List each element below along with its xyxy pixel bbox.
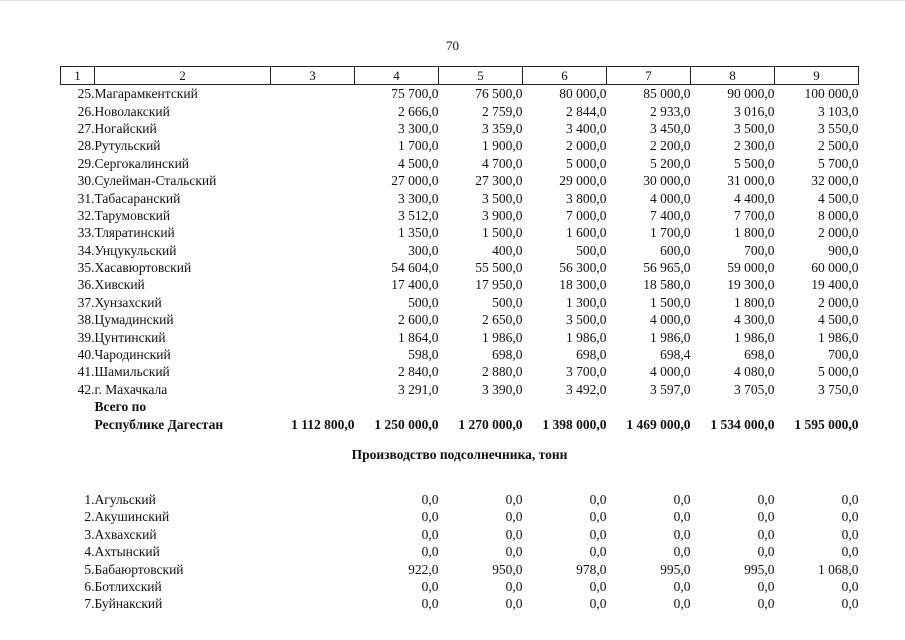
value-col-5: 0,0: [505, 596, 523, 612]
value-col-7: 0,0: [673, 596, 691, 612]
row-index: 41.: [77, 364, 95, 380]
row-index: 40.: [77, 347, 95, 363]
value-col-7: 56 965,0: [643, 260, 691, 276]
district-name: Хасавюртовский: [94, 260, 192, 276]
total-label-line1: Всего по: [94, 399, 147, 415]
value-col-5: 500,0: [492, 294, 523, 310]
row-index: 7.: [84, 596, 95, 612]
value-col-4: 0,0: [421, 509, 439, 525]
section-title: Производство подсолнечника, тонн: [351, 446, 568, 462]
district-name: Ахтынский: [94, 544, 160, 560]
district-name: Магарамкентский: [94, 86, 198, 102]
value-col-4: 1 350,0: [398, 225, 439, 241]
value-col-5: 950,0: [492, 561, 523, 577]
row-index: 36.: [77, 277, 95, 293]
district-name: Сулейман-Стальский: [94, 173, 217, 189]
district-name: Акушинский: [94, 509, 170, 525]
table-row: [61, 508, 859, 525]
value-col-7: 2 200,0: [650, 138, 691, 154]
col-header-7: 7: [607, 67, 691, 85]
table-row: [61, 120, 859, 137]
col-header-4: 4: [355, 67, 439, 85]
value-col-6: 80 000,0: [559, 86, 607, 102]
value-col-4: 4 500,0: [398, 155, 439, 171]
value-col-8: 995,0: [744, 561, 775, 577]
value-col-9: 60 000,0: [811, 260, 859, 276]
value-col-9: 700,0: [828, 347, 859, 363]
value-col-3: [271, 294, 355, 311]
table-row: [61, 346, 859, 363]
value-col-5: 1 900,0: [482, 138, 523, 154]
value-col-8: 7 700,0: [734, 207, 775, 223]
value-col-6: 1 986,0: [566, 329, 607, 345]
value-col-7: 85 000,0: [643, 86, 691, 102]
value-col-3: [271, 85, 355, 103]
table-row: [61, 207, 859, 224]
total-row: [61, 415, 859, 432]
value-col-5: 55 500,0: [475, 260, 523, 276]
row-index: 3.: [84, 526, 95, 542]
value-col-3: [271, 224, 355, 241]
value-col-5: 2 880,0: [482, 364, 523, 380]
col-header-3: 3: [271, 67, 355, 85]
value-col-5: 3 500,0: [482, 190, 523, 206]
value-col-8: 31 000,0: [727, 173, 775, 189]
value-col-4: 922,0: [408, 561, 439, 577]
value-col-9: 5 700,0: [818, 155, 859, 171]
district-name: Ахвахский: [94, 526, 157, 542]
value-col-8: 2 300,0: [734, 138, 775, 154]
value-col-9: 2 000,0: [818, 294, 859, 310]
value-col-5: 0,0: [505, 509, 523, 525]
value-col-3: [271, 328, 355, 345]
total-value-4: 1 250 000,0: [374, 416, 439, 432]
value-col-4: 0,0: [421, 526, 439, 542]
value-col-4: 1 864,0: [398, 329, 439, 345]
district-name: Цунтинский: [94, 329, 166, 345]
value-col-3: [271, 543, 355, 560]
district-name: Ногайский: [94, 120, 157, 136]
row-index: 33.: [77, 225, 95, 241]
value-col-6: 3 500,0: [566, 312, 607, 328]
district-rows-top: [61, 85, 859, 399]
row-index: 37.: [77, 294, 95, 310]
value-col-7: 3 597,0: [650, 381, 691, 397]
value-col-9: 8 000,0: [818, 207, 859, 223]
total-row-line1: [61, 398, 859, 415]
total-value-3: 1 112 800,0: [291, 416, 355, 432]
table-row: [61, 189, 859, 206]
value-col-3: [271, 491, 355, 508]
value-col-8: 1 800,0: [734, 225, 775, 241]
row-index: 29.: [77, 155, 95, 171]
value-col-8: 698,0: [744, 347, 775, 363]
district-name: Хунзахский: [94, 294, 162, 310]
district-name: Новолакский: [94, 103, 170, 119]
value-col-8: 0,0: [757, 509, 775, 525]
table-row: [61, 363, 859, 380]
value-col-4: 3 300,0: [398, 120, 439, 136]
value-col-9: 0,0: [841, 578, 859, 594]
table-row: [61, 595, 859, 612]
table-row: [61, 276, 859, 293]
value-col-3: [271, 346, 355, 363]
value-col-8: 3 705,0: [734, 381, 775, 397]
value-col-5: 0,0: [505, 492, 523, 507]
value-col-4: 2 600,0: [398, 312, 439, 328]
value-col-3: [271, 526, 355, 543]
value-col-9: 2 000,0: [818, 225, 859, 241]
value-col-6: 500,0: [576, 242, 607, 258]
row-index: 5.: [84, 561, 95, 577]
table-row: [61, 259, 859, 276]
value-col-7: 0,0: [673, 544, 691, 560]
value-col-9: 3 750,0: [818, 381, 859, 397]
value-col-7: 1 700,0: [650, 225, 691, 241]
value-col-8: 0,0: [757, 596, 775, 612]
value-col-9: 3 103,0: [818, 103, 859, 119]
value-col-7: 18 580,0: [643, 277, 691, 293]
row-index: 30.: [77, 173, 95, 189]
value-col-3: [271, 363, 355, 380]
total-label-line2: Республике Дагестан: [94, 416, 224, 432]
value-col-3: [271, 259, 355, 276]
district-name: г. Махачкала: [94, 381, 168, 397]
value-col-4: 0,0: [421, 596, 439, 612]
row-index: 32.: [77, 207, 95, 223]
value-col-8: 19 300,0: [727, 277, 775, 293]
value-col-3: [271, 508, 355, 525]
value-col-7: 0,0: [673, 578, 691, 594]
value-col-4: 17 400,0: [391, 277, 439, 293]
value-col-4: 27 000,0: [391, 173, 439, 189]
district-name: Шамильский: [94, 364, 170, 380]
value-col-9: 3 550,0: [818, 120, 859, 136]
value-col-9: 0,0: [841, 544, 859, 560]
value-col-8: 5 500,0: [734, 155, 775, 171]
value-col-3: [271, 155, 355, 172]
value-col-6: 0,0: [589, 509, 607, 525]
value-col-9: 1 986,0: [818, 329, 859, 345]
value-col-8: 4 080,0: [734, 364, 775, 380]
district-name: Сергокалинский: [94, 155, 190, 171]
row-index: 35.: [77, 260, 95, 276]
column-number-header: [61, 67, 859, 85]
district-name: Чародинский: [94, 347, 171, 363]
value-col-7: 1 986,0: [650, 329, 691, 345]
col-header-5: 5: [439, 67, 523, 85]
value-col-8: 0,0: [757, 578, 775, 594]
value-col-5: 698,0: [492, 347, 523, 363]
value-col-7: 4 000,0: [650, 364, 691, 380]
value-col-9: 5 000,0: [818, 364, 859, 380]
table-row: [61, 491, 859, 508]
total-value-9: 1 595 000,0: [794, 416, 859, 432]
value-col-8: 3 500,0: [734, 120, 775, 136]
district-name: Буйнакский: [94, 596, 163, 612]
row-index: 2.: [84, 509, 95, 525]
value-col-7: 0,0: [673, 492, 691, 507]
table-row: [61, 543, 859, 560]
value-col-9: 2 500,0: [818, 138, 859, 154]
value-col-3: [271, 276, 355, 293]
value-col-7: 600,0: [660, 242, 691, 258]
table-row: [61, 172, 859, 189]
value-col-8: 1 986,0: [734, 329, 775, 345]
value-col-5: 1 986,0: [482, 329, 523, 345]
table-row: [61, 102, 859, 119]
value-col-4: 0,0: [421, 492, 439, 507]
value-col-4: 2 840,0: [398, 364, 439, 380]
value-col-5: 0,0: [505, 526, 523, 542]
district-rows-bottom: [61, 491, 859, 613]
district-name: Табасаранский: [94, 190, 181, 206]
value-col-7: 0,0: [673, 509, 691, 525]
value-col-9: 32 000,0: [811, 173, 859, 189]
value-col-6: 1 300,0: [566, 294, 607, 310]
value-col-8: 0,0: [757, 544, 775, 560]
col-header-2: 2: [95, 67, 271, 85]
col-header-8: 8: [691, 67, 775, 85]
value-col-7: 4 000,0: [650, 190, 691, 206]
table-row: [61, 578, 859, 595]
table-row: [61, 560, 859, 577]
value-col-6: 29 000,0: [559, 173, 607, 189]
value-col-8: 90 000,0: [727, 86, 775, 102]
value-col-5: 3 900,0: [482, 207, 523, 223]
value-col-3: [271, 207, 355, 224]
value-col-8: 700,0: [744, 242, 775, 258]
value-col-6: 0,0: [589, 492, 607, 507]
district-name: Унцукульский: [94, 242, 177, 258]
col-header-6: 6: [523, 67, 607, 85]
value-col-8: 0,0: [757, 526, 775, 542]
scan-edge-line: [0, 0, 905, 1]
table-row: [61, 311, 859, 328]
value-col-5: 4 700,0: [482, 155, 523, 171]
table-row: [61, 328, 859, 345]
section-title-row: [61, 433, 859, 477]
value-col-9: 0,0: [841, 596, 859, 612]
district-name: Хивский: [94, 277, 145, 293]
value-col-3: [271, 137, 355, 154]
table-row: [61, 242, 859, 259]
value-col-8: 0,0: [757, 492, 775, 507]
district-name: Бабаюртовский: [94, 561, 184, 577]
district-name: Агульский: [94, 492, 156, 507]
value-col-8: 59 000,0: [727, 260, 775, 276]
row-index: 34.: [77, 242, 95, 258]
value-col-6: 0,0: [589, 526, 607, 542]
value-col-6: 5 000,0: [566, 155, 607, 171]
value-col-7: 30 000,0: [643, 173, 691, 189]
value-col-9: 0,0: [841, 526, 859, 542]
value-col-9: 19 400,0: [811, 277, 859, 293]
value-col-8: 4 400,0: [734, 190, 775, 206]
table-row: [61, 85, 859, 103]
value-col-7: 698,4: [660, 347, 691, 363]
total-value-6: 1 398 000,0: [542, 416, 607, 432]
value-col-6: 0,0: [589, 544, 607, 560]
value-col-6: 3 700,0: [566, 364, 607, 380]
value-col-4: 300,0: [408, 242, 439, 258]
value-col-6: 1 600,0: [566, 225, 607, 241]
value-col-6: 0,0: [589, 596, 607, 612]
value-col-9: 100 000,0: [804, 86, 859, 102]
col-header-9: 9: [775, 67, 859, 85]
value-col-8: 1 800,0: [734, 294, 775, 310]
district-name: Ботлихский: [94, 578, 162, 594]
value-col-3: [271, 381, 355, 398]
value-col-5: 2 650,0: [482, 312, 523, 328]
value-col-6: 56 300,0: [559, 260, 607, 276]
table-row: [61, 155, 859, 172]
value-col-3: [271, 102, 355, 119]
value-col-4: 1 700,0: [398, 138, 439, 154]
value-col-7: 2 933,0: [650, 103, 691, 119]
table-row: [61, 137, 859, 154]
value-col-3: [271, 578, 355, 595]
row-index: 31.: [77, 190, 95, 206]
production-table: [60, 66, 859, 613]
col-header-1: 1: [61, 67, 95, 85]
value-col-5: 0,0: [505, 544, 523, 560]
value-col-5: 1 500,0: [482, 225, 523, 241]
value-col-4: 0,0: [421, 578, 439, 594]
value-col-5: 76 500,0: [475, 86, 523, 102]
row-index: 39.: [77, 329, 95, 345]
total-value-8: 1 534 000,0: [710, 416, 775, 432]
value-col-6: 2 844,0: [566, 103, 607, 119]
value-col-4: 54 604,0: [391, 260, 439, 276]
table-row: [61, 224, 859, 241]
row-index: 27.: [77, 120, 95, 136]
district-name: Тарумовский: [94, 207, 171, 223]
value-col-4: 3 512,0: [398, 207, 439, 223]
value-col-7: 5 200,0: [650, 155, 691, 171]
table-row: [61, 294, 859, 311]
value-col-7: 1 500,0: [650, 294, 691, 310]
value-col-5: 0,0: [505, 578, 523, 594]
value-col-3: [271, 120, 355, 137]
value-col-4: 0,0: [421, 544, 439, 560]
value-col-4: 3 300,0: [398, 190, 439, 206]
value-col-3: [271, 595, 355, 612]
row-index: 25.: [77, 86, 95, 102]
value-col-6: 698,0: [576, 347, 607, 363]
value-col-6: 978,0: [576, 561, 607, 577]
value-col-5: 17 950,0: [475, 277, 523, 293]
table-row: [61, 381, 859, 398]
value-col-9: 900,0: [828, 242, 859, 258]
value-col-7: 0,0: [673, 526, 691, 542]
value-col-7: 7 400,0: [650, 207, 691, 223]
value-col-7: 995,0: [660, 561, 691, 577]
value-col-6: 0,0: [589, 578, 607, 594]
value-col-4: 598,0: [408, 347, 439, 363]
table-row: [61, 526, 859, 543]
total-block: [61, 398, 859, 491]
total-value-5: 1 270 000,0: [458, 416, 523, 432]
row-index: 4.: [84, 544, 95, 560]
value-col-9: 4 500,0: [818, 312, 859, 328]
value-col-7: 3 450,0: [650, 120, 691, 136]
value-col-3: [271, 189, 355, 206]
value-col-5: 3 390,0: [482, 381, 523, 397]
value-col-6: 2 000,0: [566, 138, 607, 154]
value-col-3: [271, 242, 355, 259]
value-col-5: 2 759,0: [482, 103, 523, 119]
row-index: 1.: [84, 492, 95, 507]
value-col-4: 75 700,0: [391, 86, 439, 102]
total-value-7: 1 469 000,0: [626, 416, 691, 432]
value-col-3: [271, 560, 355, 577]
value-col-9: 0,0: [841, 492, 859, 507]
value-col-6: 7 000,0: [566, 207, 607, 223]
row-index: 42.: [77, 381, 95, 397]
value-col-5: 3 359,0: [482, 120, 523, 136]
value-col-3: [271, 311, 355, 328]
value-col-7: 4 000,0: [650, 312, 691, 328]
district-name: Рутульский: [94, 138, 161, 154]
value-col-4: 3 291,0: [398, 381, 439, 397]
value-col-6: 3 400,0: [566, 120, 607, 136]
value-col-9: 4 500,0: [818, 190, 859, 206]
value-col-5: 400,0: [492, 242, 523, 258]
page-number: 70: [446, 38, 459, 53]
row-index: 28.: [77, 138, 95, 154]
value-col-3: [271, 172, 355, 189]
value-col-4: 2 666,0: [398, 103, 439, 119]
row-index: 6.: [84, 578, 95, 594]
value-col-8: 3 016,0: [734, 103, 775, 119]
row-index: 26.: [77, 103, 95, 119]
value-col-4: 500,0: [408, 294, 439, 310]
district-name: Цумадинский: [94, 312, 174, 328]
value-col-6: 3 800,0: [566, 190, 607, 206]
district-name: Тляратинский: [94, 225, 175, 241]
value-col-6: 18 300,0: [559, 277, 607, 293]
value-col-5: 27 300,0: [475, 173, 523, 189]
value-col-9: 1 068,0: [818, 561, 859, 577]
row-index: 38.: [77, 312, 95, 328]
value-col-8: 4 300,0: [734, 312, 775, 328]
value-col-9: 0,0: [841, 509, 859, 525]
value-col-6: 3 492,0: [566, 381, 607, 397]
